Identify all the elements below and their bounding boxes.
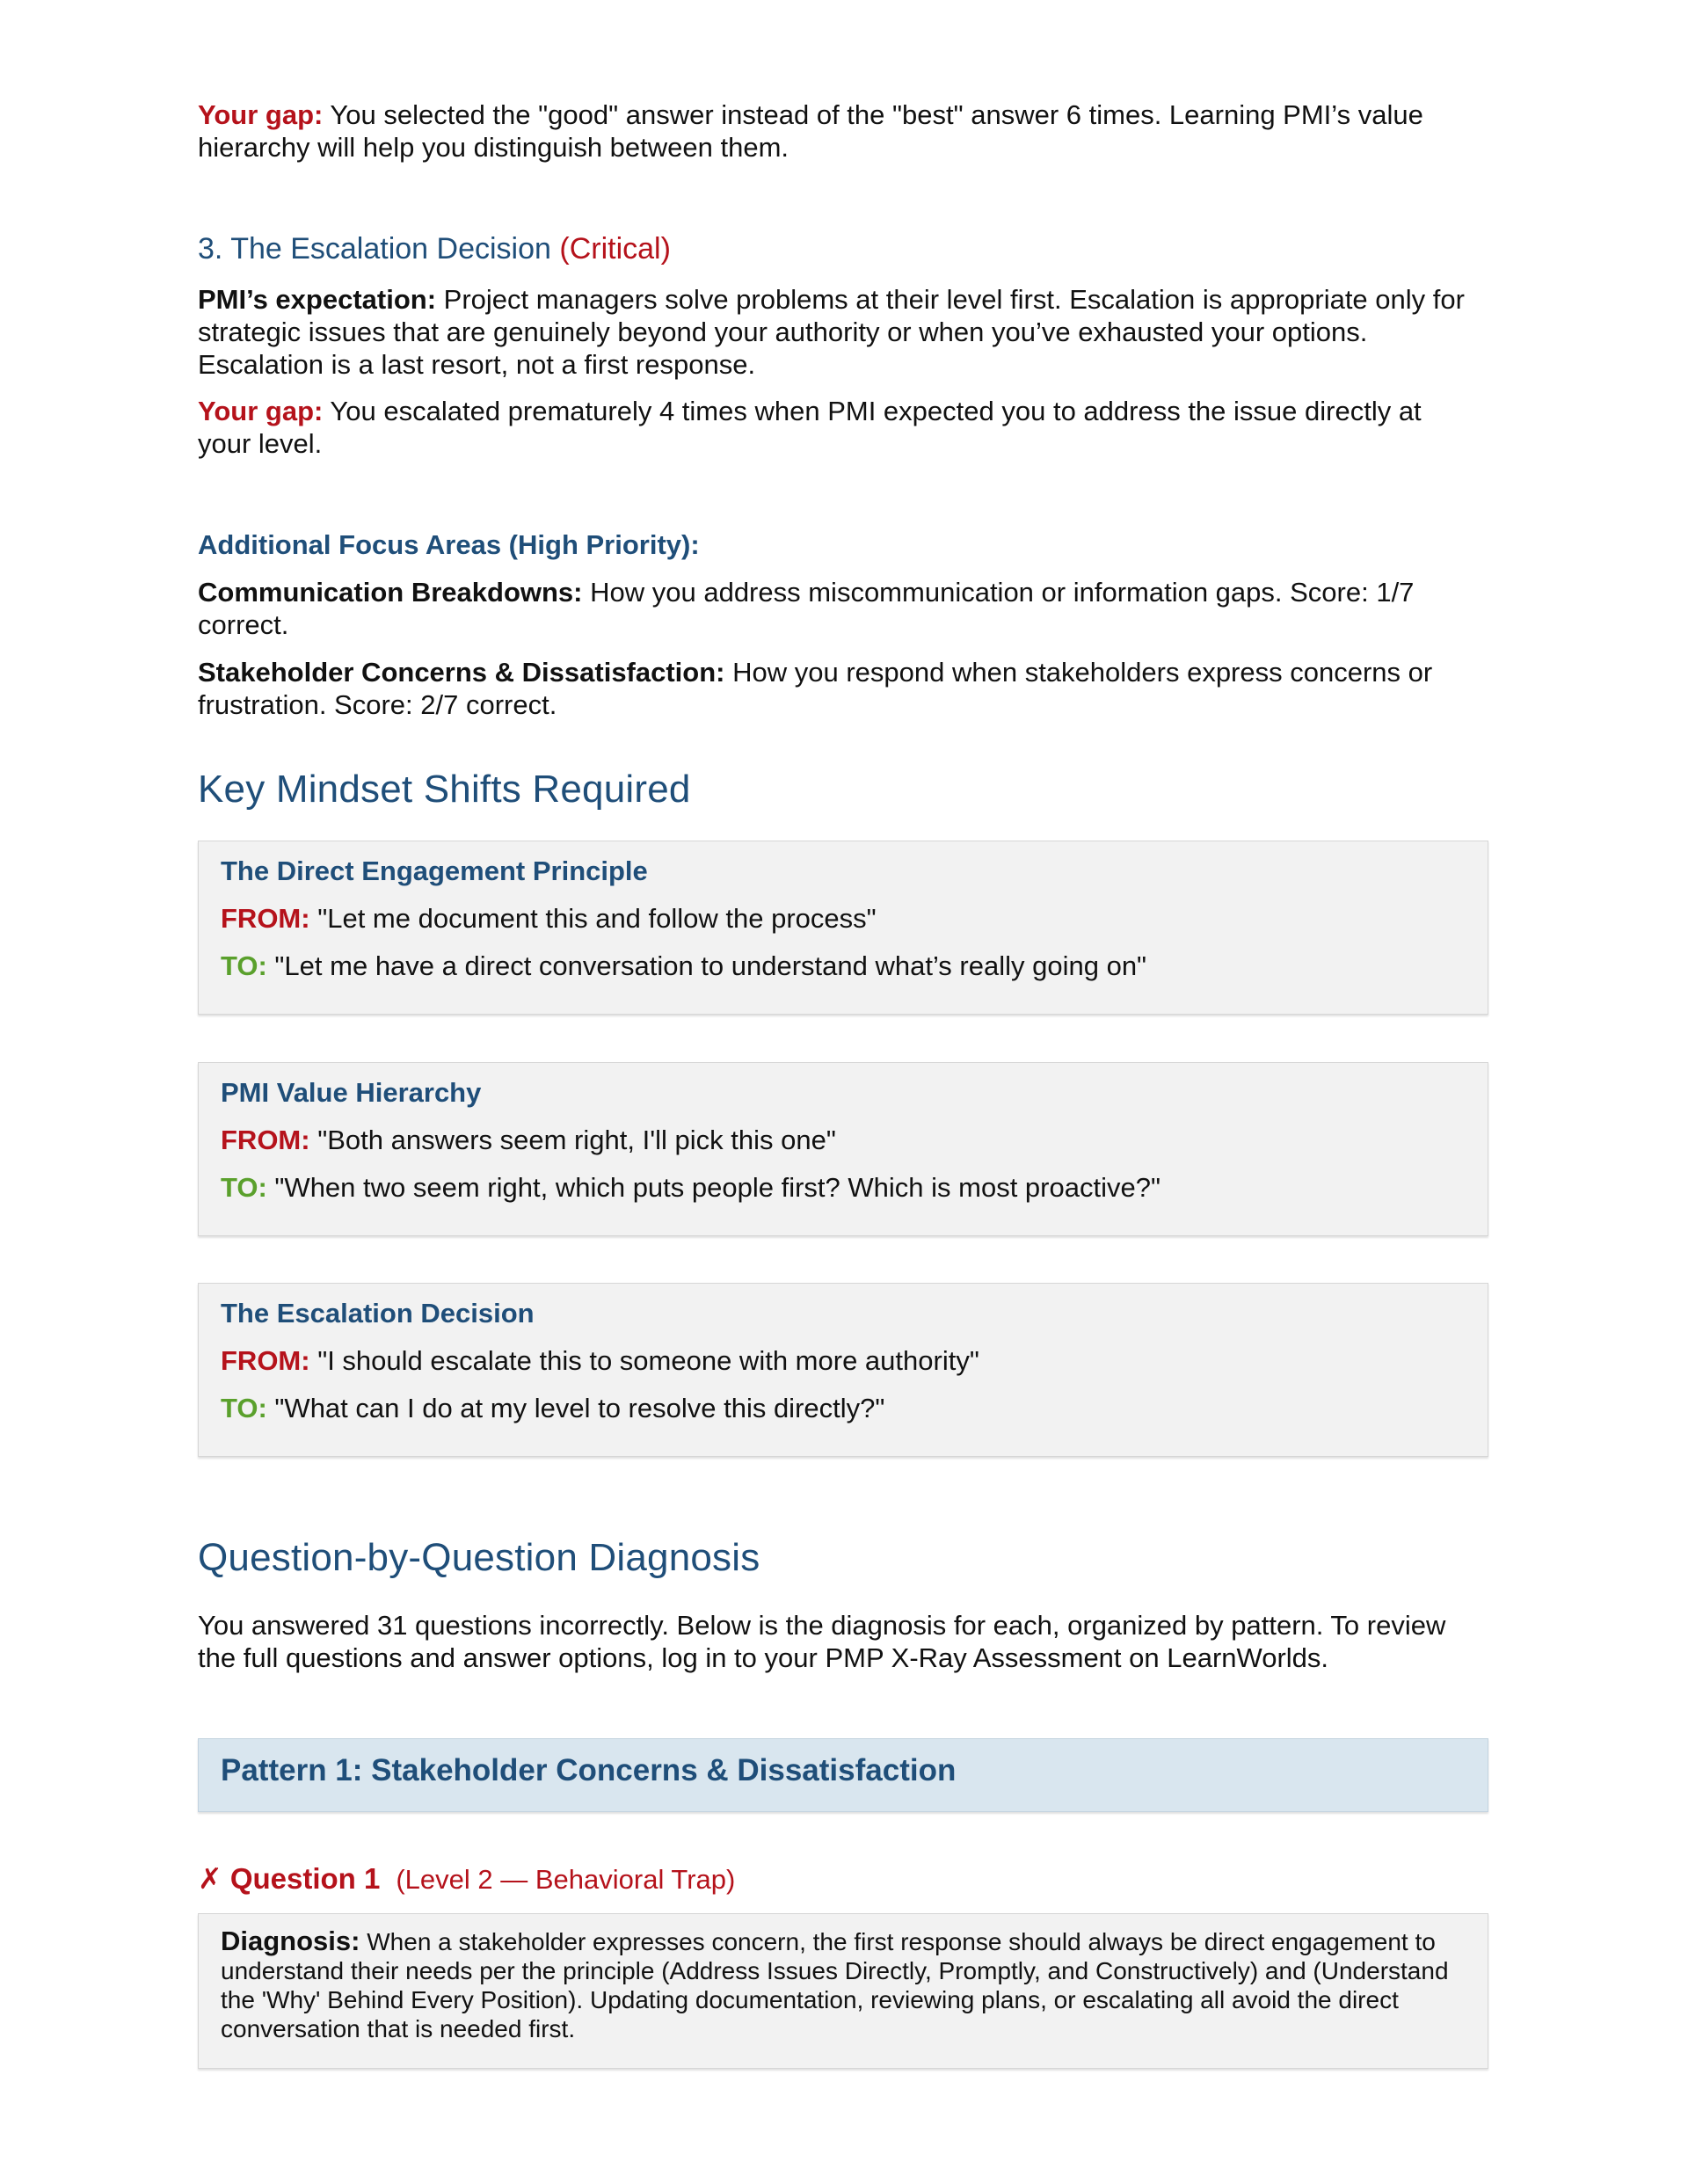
shift-title: The Direct Engagement Principle <box>221 855 648 886</box>
shift-title: PMI Value Hierarchy <box>221 1077 482 1108</box>
shift-from-line <box>221 1125 836 1156</box>
pattern-header <box>198 1738 1488 1812</box>
critical-flag: (Critical) <box>559 232 671 266</box>
shift-to-line <box>221 1393 884 1424</box>
mindset-shift-card <box>198 1283 1488 1457</box>
focus-area-label: Communication Breakdowns: <box>198 577 583 608</box>
question-title: Question 1 <box>229 1862 381 1895</box>
to-text: "What can I do at my level to resolve this directly?" <box>266 1393 885 1423</box>
shift-from-line <box>221 903 877 935</box>
heading-text: 3. The Escalation Decision <box>198 232 560 266</box>
to-text: "Let me have a direct conversation to understand what’s really going on" <box>266 950 1147 981</box>
diagnosis-body: When a stakeholder expresses concern, the first response should always be direct engagement to understand their needs per the principle (Address Issues Directly, Promptly, and Constructively) and (Understand the 'Why' Behind Every Position). Updating documentation, reviewing plans, or escalating all avoid the direct conversation that is needed first. <box>221 1928 1449 2042</box>
gap-text: You selected the "good" answer instead of the "best" answer 6 times. Learning PMI’s value hierarchy will help you distinguish between them. <box>198 99 1423 163</box>
gap-label: Your gap: <box>198 99 324 130</box>
from-label: FROM: <box>221 903 310 934</box>
incorrect-x-icon: ✗ <box>198 1862 222 1895</box>
pmi-expectation-paragraph <box>198 283 1490 381</box>
gap-paragraph-escalation <box>198 395 1481 460</box>
question-level: (Level 2 — Behavioral Trap) <box>396 1864 736 1895</box>
focus-area-text: How you respond when stakeholders express concerns or frustration. Score: 2/7 correct. <box>198 657 1433 720</box>
from-text: "Both answers seem right, I'll pick this one" <box>309 1125 836 1155</box>
from-text: "Let me document this and follow the process" <box>309 903 877 934</box>
diagnosis-intro: You answered 31 questions incorrectly. Below is the diagnosis for each, organized by pattern. To review the full questions and answer options, log in to your PMP X-Ray Assessment on LearnWorlds. <box>198 1610 1446 1673</box>
gap-text: You escalated prematurely 4 times when PMI expected you to address the issue directly at your level. <box>198 396 1422 459</box>
shift-title: The Escalation Decision <box>221 1298 535 1329</box>
to-text: "When two seem right, which puts people first? Which is most proactive?" <box>266 1172 1160 1203</box>
mindset-shift-card <box>198 1062 1488 1236</box>
focus-area-item <box>198 656 1481 721</box>
expectation-text: Project managers solve problems at their level first. Escalation is appropriate only for strategic issues that are genuinely beyond your authority or when you’ve exhausted your options. Escalation is a last resort, not a first response. <box>198 284 1465 380</box>
to-label: TO: <box>221 1393 267 1423</box>
diagnosis-card <box>198 1913 1488 2069</box>
gap-paragraph-value-hierarchy <box>198 98 1481 164</box>
section-heading-escalation <box>198 232 671 266</box>
gap-label: Your gap: <box>198 396 324 426</box>
mindset-shift-card <box>198 841 1488 1015</box>
pattern-title: Pattern 1: Stakeholder Concerns & Dissatisfaction <box>221 1753 957 1787</box>
focus-area-text: How you address miscommunication or information gaps. Score: 1/7 correct. <box>198 577 1415 640</box>
to-label: TO: <box>221 1172 267 1203</box>
from-label: FROM: <box>221 1125 310 1155</box>
shift-to-line <box>221 950 1146 982</box>
from-text: "I should escalate this to someone with more authority" <box>309 1345 979 1376</box>
mindset-heading: Key Mindset Shifts Required <box>198 768 691 811</box>
diagnosis-label: Diagnosis: <box>221 1926 360 1956</box>
additional-focus-heading: Additional Focus Areas (High Priority): <box>198 529 700 560</box>
focus-area-item <box>198 576 1481 641</box>
focus-area-label: Stakeholder Concerns & Dissatisfaction: <box>198 657 725 688</box>
diagnosis-text <box>221 1926 1469 2043</box>
shift-from-line <box>221 1345 979 1377</box>
expectation-label: PMI’s expectation: <box>198 284 437 315</box>
question-header <box>198 1861 735 1896</box>
diagnosis-heading: Question-by-Question Diagnosis <box>198 1536 760 1579</box>
to-label: TO: <box>221 950 267 981</box>
from-label: FROM: <box>221 1345 310 1376</box>
shift-to-line <box>221 1172 1160 1204</box>
